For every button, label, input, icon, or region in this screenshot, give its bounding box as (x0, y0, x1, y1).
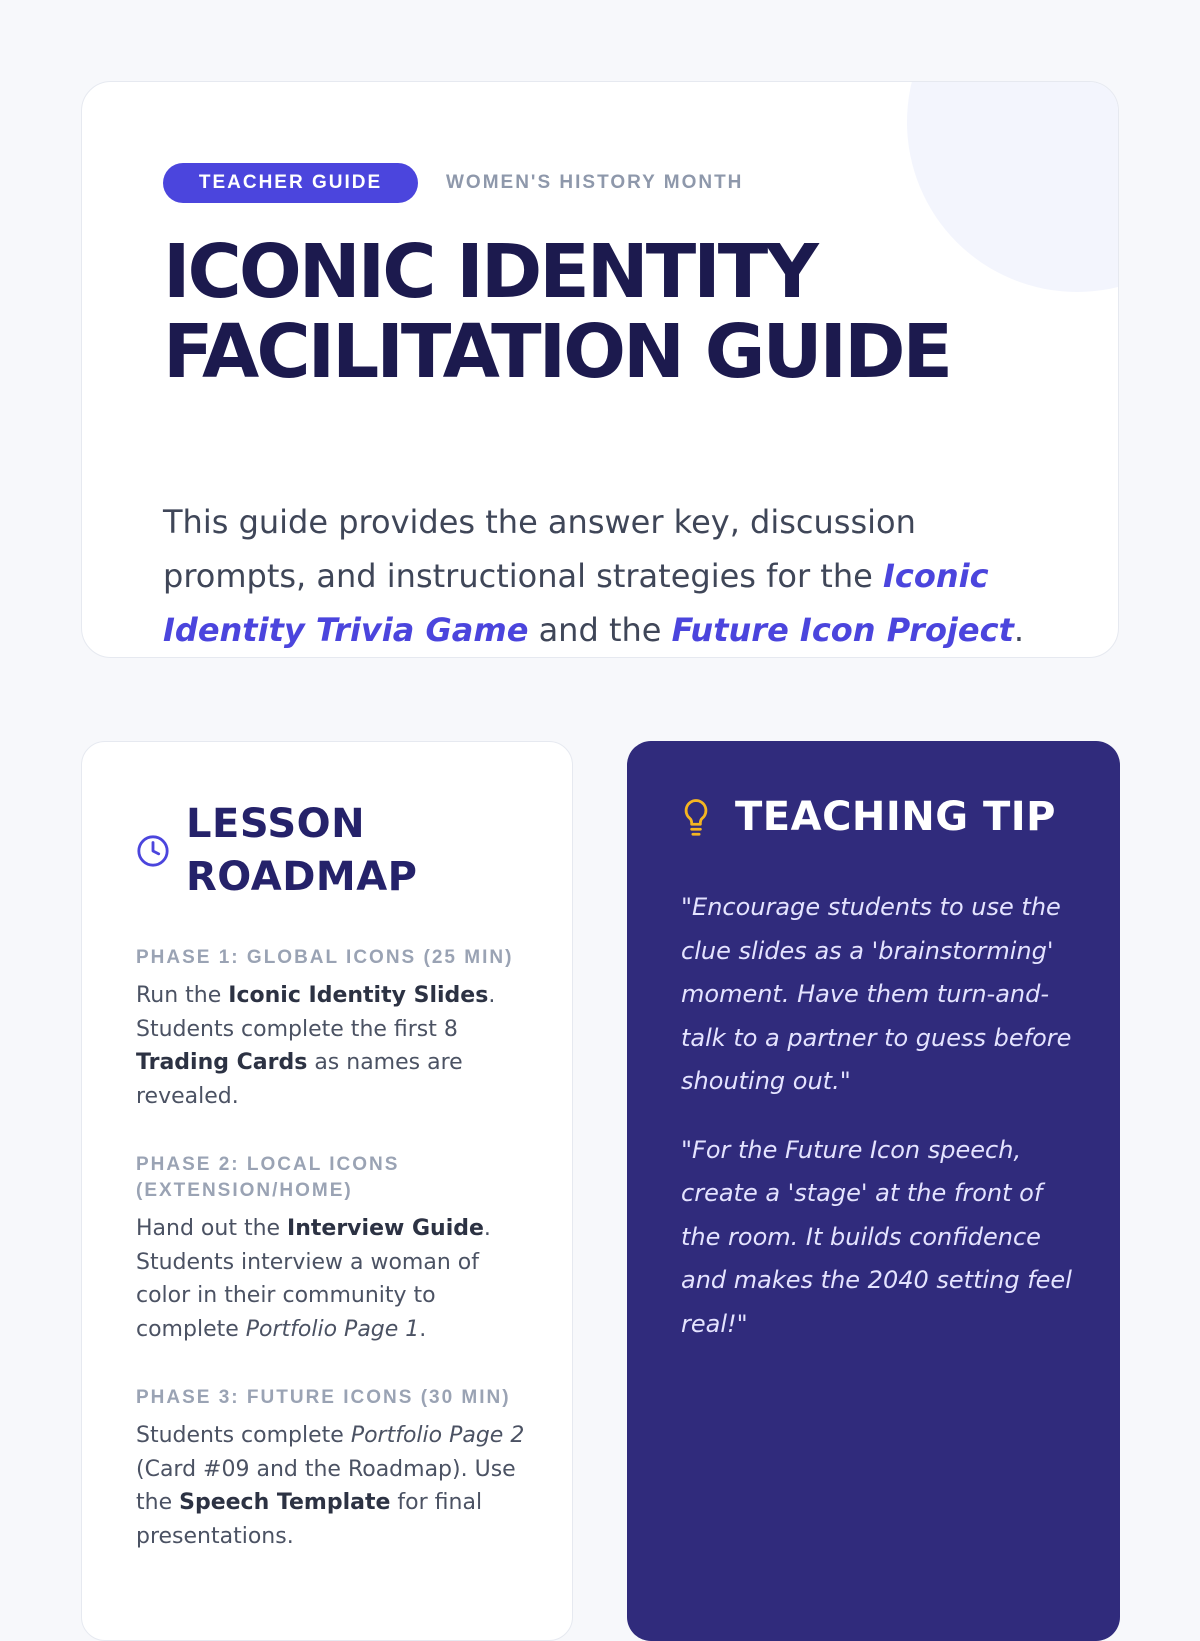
phase-description (136, 979, 526, 1113)
phase-resource: Speech Template (179, 1490, 391, 1515)
phase-resource: Trading Cards (136, 1050, 308, 1075)
eyebrow-label: WOMEN'S HISTORY MONTH (446, 172, 744, 193)
tip-title: TEACHING TIP (735, 794, 1056, 840)
phase-text: Run the (136, 983, 229, 1008)
lightbulb-icon (681, 798, 711, 838)
intro-text: This guide provides the answer key, discussion prompts, and instructional strategies for the (163, 503, 916, 595)
phase-text: as names are revealed. (136, 1050, 463, 1109)
phase-text: . (419, 1316, 427, 1342)
clock-icon (136, 834, 170, 868)
title-line-1: ICONIC IDENTITY (163, 229, 816, 315)
intro-text: and the (528, 611, 672, 649)
lesson-roadmap-card (81, 741, 573, 1641)
intro-text: . (1013, 611, 1025, 649)
phase-text: . Students complete the first 8 (136, 983, 496, 1042)
roadmap-title-line-2: ROADMAP (186, 854, 418, 900)
future-icon-project-link: Future Icon Project (671, 611, 1014, 649)
teaching-tip-card (627, 741, 1120, 1641)
tip-quotes (681, 886, 1081, 1371)
phase-item (136, 1385, 526, 1553)
guide-header-card (81, 81, 1119, 658)
tip-header (681, 791, 1056, 844)
tip-quote: "For the Future Icon speech, create a 'stage' at the front of the room. It builds confidence and makes the 2040 setting feel real!" (681, 1135, 1072, 1338)
phase-item (136, 945, 526, 1113)
phase-reference: Portfolio Page 1 (245, 1316, 420, 1342)
phase-resource: Interview Guide (287, 1216, 484, 1241)
roadmap-header (136, 798, 417, 904)
roadmap-title (186, 798, 417, 904)
phase-text: (Card #09 and the Roadmap). Use the (136, 1456, 516, 1515)
phase-description (136, 1419, 526, 1553)
tip-quote: "Encourage students to use the clue slides as a 'brainstorming' moment. Have them turn-and-talk to a partner to guess before shouting out." (681, 893, 1072, 1095)
phase-list (136, 945, 526, 1592)
roadmap-title-line-1: LESSON (186, 801, 366, 847)
title-line-2: FACILITATION GUIDE (163, 309, 951, 395)
teacher-guide-badge: TEACHER GUIDE (163, 163, 418, 203)
phase-title: PHASE 2: LOCAL ICONS (EXTENSION/HOME) (136, 1154, 400, 1201)
phase-text: . Students interview a woman of color in their community to complete (136, 1216, 491, 1342)
phase-title: PHASE 1: GLOBAL ICONS (25 MIN) (136, 947, 514, 968)
intro-paragraph (163, 495, 1043, 657)
phase-text: Students complete (136, 1423, 351, 1448)
phase-item (136, 1152, 526, 1346)
page-title (163, 229, 1093, 395)
phase-title: PHASE 3: FUTURE ICONS (30 MIN) (136, 1387, 511, 1408)
phase-text: Hand out the (136, 1216, 288, 1241)
tag-row (163, 163, 743, 203)
phase-reference: Portfolio Page 2 (350, 1423, 525, 1448)
phase-description (136, 1212, 526, 1346)
phase-resource: Iconic Identity Slides (228, 983, 489, 1008)
trivia-game-link: Iconic Identity Trivia Game (163, 557, 989, 649)
phase-text: for final presentations. (136, 1490, 483, 1549)
